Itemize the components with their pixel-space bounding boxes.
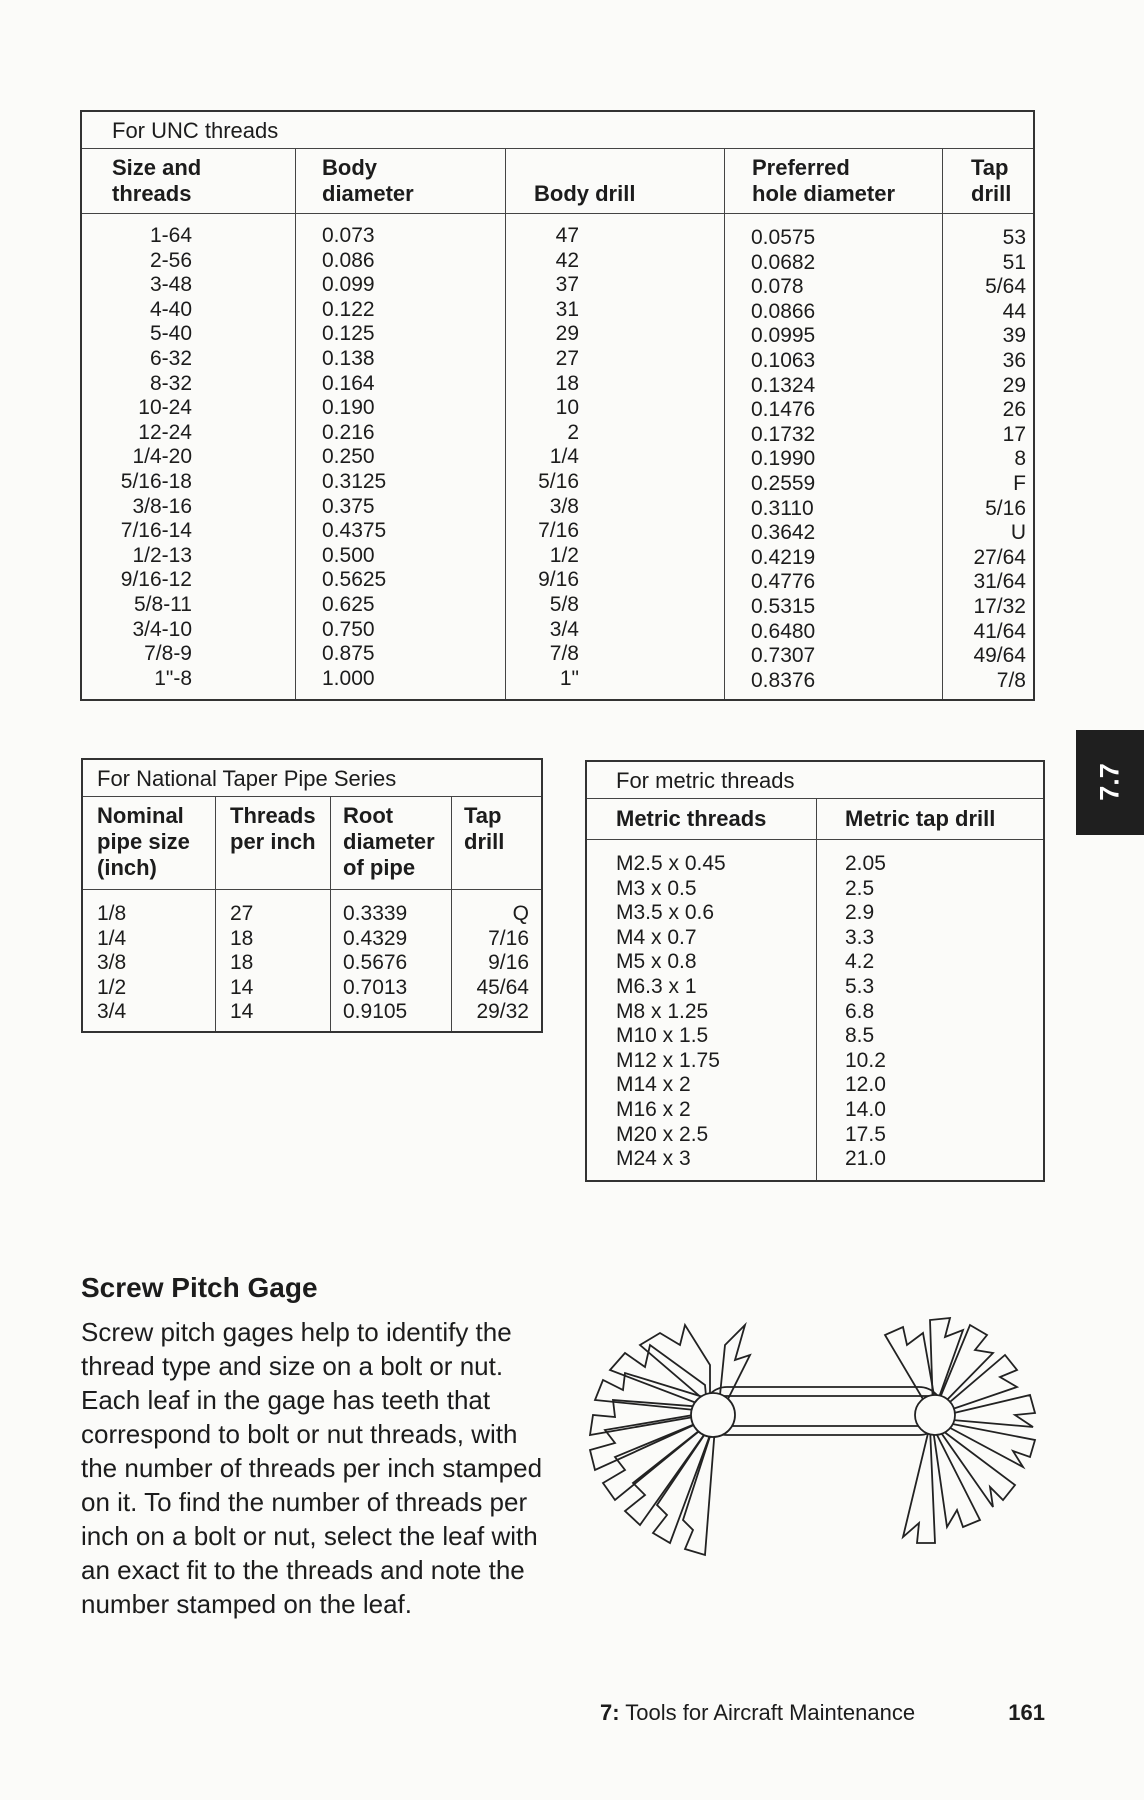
unc-cell: 0.1732 bbox=[751, 422, 816, 446]
metric-cell: 4.2 bbox=[845, 950, 875, 974]
page-number: 161 bbox=[1008, 1700, 1045, 1725]
pipe-cell: 0.9105 bbox=[343, 1000, 408, 1024]
unc-cell: 0.375 bbox=[322, 494, 375, 518]
metric-cell: M12 x 1.75 bbox=[616, 1048, 720, 1072]
metric-cell: M14 x 2 bbox=[616, 1073, 691, 1097]
unc-cell: 1/4 bbox=[549, 445, 579, 469]
pipe-col-threads: Threads per inch bbox=[216, 797, 331, 890]
unc-cell: 7/16-14 bbox=[120, 519, 192, 543]
page-footer bbox=[600, 1700, 1045, 1726]
unc-cell: 27 bbox=[555, 346, 579, 370]
metric-cell: M4 x 0.7 bbox=[616, 925, 697, 949]
unc-cell: 51 bbox=[1002, 250, 1026, 274]
unc-cell: 44 bbox=[1002, 299, 1026, 323]
unc-cell: 9/16 bbox=[538, 568, 579, 592]
unc-cell: 0.099 bbox=[322, 273, 375, 297]
unc-cell: 36 bbox=[1002, 348, 1026, 372]
unc-cell: 0.122 bbox=[322, 297, 375, 321]
unc-cell: 1/2 bbox=[549, 543, 579, 567]
pipe-threads-column bbox=[230, 902, 330, 1025]
unc-cell: 7/8 bbox=[996, 668, 1026, 692]
unc-cell: 1"-8 bbox=[154, 666, 192, 690]
unc-cell: 0.125 bbox=[322, 322, 375, 346]
unc-cell: 9/16-12 bbox=[120, 568, 192, 592]
gage-bar-inner bbox=[703, 1396, 943, 1426]
unc-cell: 41/64 bbox=[973, 619, 1026, 643]
pipe-cell: 9/16 bbox=[488, 951, 529, 975]
metric-cell: M16 x 2 bbox=[616, 1097, 691, 1121]
metric-cell: 2.05 bbox=[845, 852, 886, 875]
metric-cell: 2.9 bbox=[845, 901, 875, 925]
metric-col-threads: Metric threads bbox=[586, 799, 817, 840]
metric-cell: M6.3 x 1 bbox=[616, 974, 697, 998]
metric-cell: M3 x 0.5 bbox=[616, 876, 697, 900]
unc-cell: 3/4-10 bbox=[132, 617, 192, 641]
unc-cell: U bbox=[1010, 521, 1026, 545]
left-leaf-fan bbox=[590, 1325, 750, 1555]
screw-pitch-gage-illustration bbox=[585, 1315, 1055, 1560]
metric-cell: M20 x 2.5 bbox=[616, 1122, 709, 1146]
unc-col-drill: Body drill bbox=[506, 149, 725, 214]
unc-pref-column bbox=[751, 226, 942, 693]
unc-cell: 6-32 bbox=[149, 346, 192, 370]
unc-cell: 5/8-11 bbox=[134, 592, 192, 616]
unc-cell: 7/16 bbox=[538, 519, 579, 543]
metric-cell: M8 x 1.25 bbox=[616, 999, 709, 1023]
section-title: Screw Pitch Gage bbox=[81, 1272, 318, 1303]
pipe-cell: 14 bbox=[230, 975, 254, 999]
pipe-cell: 45/64 bbox=[476, 975, 529, 999]
unc-cell: 5-40 bbox=[149, 322, 192, 346]
pipe-cell: 14 bbox=[230, 1000, 254, 1024]
unc-cell: 2 bbox=[567, 420, 579, 444]
pipe-cell: Q bbox=[512, 902, 529, 925]
unc-cell: 0.3110 bbox=[751, 496, 814, 520]
chapter-side-tab: 7.7 bbox=[1076, 730, 1144, 835]
metric-cell: M5 x 0.8 bbox=[616, 950, 697, 974]
pipe-cell: 0.3339 bbox=[343, 902, 408, 925]
unc-cell: 29 bbox=[1002, 373, 1026, 397]
gage-bar bbox=[703, 1387, 943, 1435]
left-pivot bbox=[691, 1393, 735, 1437]
unc-cell: 3/8 bbox=[549, 494, 579, 518]
unc-cell: 0.750 bbox=[322, 617, 375, 641]
unc-col-size: Size and threads bbox=[81, 149, 296, 214]
unc-size-column bbox=[82, 224, 192, 691]
unc-cell: 0.7307 bbox=[751, 644, 816, 668]
unc-cell: 17 bbox=[1002, 422, 1026, 446]
metric-tap-column bbox=[845, 852, 1043, 1172]
unc-cell: 1.000 bbox=[322, 666, 375, 690]
unc-cell: 39 bbox=[1002, 324, 1026, 348]
metric-cell: M10 x 1.5 bbox=[616, 1024, 709, 1048]
unc-cell: 0.138 bbox=[322, 346, 375, 370]
pipe-root-column bbox=[343, 902, 451, 1025]
unc-cell: 0.3125 bbox=[322, 469, 387, 493]
unc-cell: 0.3642 bbox=[751, 521, 816, 545]
metric-cell: 6.8 bbox=[845, 999, 875, 1023]
unc-cell: 12-24 bbox=[138, 420, 192, 444]
pipe-series-table bbox=[81, 758, 543, 1033]
unc-cell: 0.8376 bbox=[751, 668, 816, 692]
metric-cell: 12.0 bbox=[845, 1073, 886, 1097]
unc-cell: 17/32 bbox=[973, 594, 1026, 618]
unc-cell: 29 bbox=[555, 322, 579, 346]
unc-cell: 1/2-13 bbox=[132, 543, 192, 567]
unc-cell: 0.875 bbox=[322, 642, 375, 666]
unc-cell: 0.0682 bbox=[751, 250, 816, 274]
unc-body-column bbox=[322, 224, 505, 691]
unc-cell: 5/8 bbox=[549, 592, 579, 616]
unc-cell: 1/4-20 bbox=[132, 445, 192, 469]
unc-cell: 0.1324 bbox=[751, 373, 816, 397]
unc-cell: 31/64 bbox=[973, 570, 1026, 594]
unc-cell: 4-40 bbox=[149, 297, 192, 321]
metric-cell: M3.5 x 0.6 bbox=[616, 901, 715, 925]
unc-cell: 47 bbox=[555, 224, 579, 247]
right-pivot bbox=[915, 1395, 955, 1435]
pipe-cell: 18 bbox=[230, 951, 254, 975]
unc-cell: 0.2559 bbox=[751, 471, 816, 495]
unc-cell: 0.1990 bbox=[751, 447, 816, 471]
pipe-col-nominal: Nominal pipe size (inch) bbox=[82, 797, 216, 890]
metric-cell: 3.3 bbox=[845, 925, 875, 949]
metric-cell: 14.0 bbox=[845, 1097, 886, 1121]
unc-cell: 49/64 bbox=[973, 644, 1026, 668]
right-leaf-fan bbox=[885, 1318, 1035, 1543]
unc-threads-table bbox=[80, 110, 1035, 701]
unc-drill-column bbox=[506, 224, 579, 691]
unc-cell: 5/16 bbox=[985, 496, 1026, 520]
unc-col-tap: Tap drill bbox=[943, 149, 1035, 214]
unc-cell: 0.0575 bbox=[751, 226, 816, 249]
pipe-cell: 0.5676 bbox=[343, 951, 408, 975]
pipe-cell: 3/4 bbox=[97, 1000, 127, 1024]
metric-cell: 2.5 bbox=[845, 876, 875, 900]
unc-cell: 0.625 bbox=[322, 592, 375, 616]
metric-table-title: For metric threads bbox=[586, 761, 1044, 799]
metric-cell: 17.5 bbox=[845, 1122, 886, 1146]
unc-cell: 31 bbox=[555, 297, 579, 321]
metric-threads-column bbox=[616, 852, 816, 1172]
unc-cell: 5/16-18 bbox=[120, 469, 192, 493]
unc-cell: 0.4776 bbox=[751, 570, 816, 594]
unc-cell: 0.0995 bbox=[751, 324, 816, 348]
pipe-col-tap: Tap drill bbox=[452, 797, 543, 890]
unc-cell: 27/64 bbox=[973, 545, 1026, 569]
metric-threads-table bbox=[585, 760, 1045, 1182]
unc-cell: 0.1476 bbox=[751, 398, 816, 422]
metric-cell: 21.0 bbox=[845, 1147, 886, 1171]
footer-chapter-title: Tools for Aircraft Maintenance bbox=[625, 1700, 916, 1725]
unc-cell: 37 bbox=[555, 273, 579, 297]
unc-cell: 0.086 bbox=[322, 248, 375, 272]
unc-cell: 0.0866 bbox=[751, 299, 816, 323]
unc-col-pref: Preferred hole diameter bbox=[725, 149, 943, 214]
unc-cell: 8 bbox=[1014, 447, 1026, 471]
unc-cell: 7/8 bbox=[549, 642, 579, 666]
unc-cell: 0.164 bbox=[322, 371, 375, 395]
unc-cell: 0.4375 bbox=[322, 519, 387, 543]
unc-cell: 0.216 bbox=[322, 420, 375, 444]
unc-cell: 10 bbox=[555, 396, 579, 420]
unc-col-body: Body diameter bbox=[296, 149, 506, 214]
unc-cell: 42 bbox=[555, 248, 579, 272]
unc-cell: 0.6480 bbox=[751, 619, 816, 643]
unc-cell: 1-64 bbox=[149, 224, 192, 247]
pipe-cell: 1/2 bbox=[97, 975, 127, 999]
unc-cell: 7/8-9 bbox=[144, 642, 192, 666]
unc-cell: 0.078 bbox=[751, 275, 804, 299]
pipe-col-root: Root diameter of pipe bbox=[331, 797, 452, 890]
metric-cell: 8.5 bbox=[845, 1024, 875, 1048]
unc-cell: F bbox=[1013, 471, 1026, 495]
pipe-nominal-column bbox=[97, 902, 215, 1025]
unc-cell: 18 bbox=[555, 371, 579, 395]
unc-cell: 5/16 bbox=[538, 469, 579, 493]
section-body: Screw pitch gages help to identify the thread type and size on a bolt or nut. Each leaf in the gage has teeth that correspond to bolt or nut threads, with the number of threads per inch stamped on it. To find the number of threads per inch on a bolt or nut, select the leaf with an exact fit to the threads and note the number stamped on the leaf. bbox=[81, 1317, 543, 1619]
pipe-cell: 1/4 bbox=[97, 926, 127, 950]
footer-chapter-number: 7: bbox=[600, 1700, 620, 1725]
pipe-cell: 29/32 bbox=[476, 1000, 529, 1024]
pipe-table-title: For National Taper Pipe Series bbox=[82, 759, 542, 797]
pipe-cell: 7/16 bbox=[488, 926, 529, 950]
unc-cell: 2-56 bbox=[149, 248, 192, 272]
pipe-cell: 18 bbox=[230, 926, 254, 950]
unc-cell: 0.500 bbox=[322, 543, 375, 567]
metric-col-tap: Metric tap drill bbox=[817, 799, 1045, 840]
pipe-cell: 0.7013 bbox=[343, 975, 408, 999]
unc-cell: 1" bbox=[559, 666, 579, 690]
unc-cell: 0.1063 bbox=[751, 348, 816, 372]
unc-tap-column bbox=[943, 226, 1026, 693]
unc-cell: 3/8-16 bbox=[132, 494, 192, 518]
unc-cell: 53 bbox=[1002, 226, 1026, 249]
metric-cell: 5.3 bbox=[845, 974, 875, 998]
unc-cell: 0.073 bbox=[322, 224, 375, 247]
metric-cell: 10.2 bbox=[845, 1048, 886, 1072]
metric-cell: M24 x 3 bbox=[616, 1147, 691, 1171]
unc-cell: 0.5315 bbox=[751, 594, 816, 618]
unc-cell: 0.5625 bbox=[322, 568, 387, 592]
pipe-tap-column bbox=[452, 902, 529, 1025]
unc-cell: 3-48 bbox=[149, 273, 192, 297]
pipe-cell: 1/8 bbox=[97, 902, 127, 925]
unc-cell: 0.250 bbox=[322, 445, 375, 469]
unc-cell: 5/64 bbox=[985, 275, 1026, 299]
unc-cell: 26 bbox=[1002, 398, 1026, 422]
metric-cell: M2.5 x 0.45 bbox=[616, 852, 726, 875]
unc-cell: 10-24 bbox=[138, 396, 192, 420]
unc-cell: 0.190 bbox=[322, 396, 375, 420]
pipe-cell: 27 bbox=[230, 902, 254, 925]
pipe-cell: 0.4329 bbox=[343, 926, 408, 950]
unc-cell: 0.4219 bbox=[751, 545, 816, 569]
unc-table-title: For UNC threads bbox=[81, 111, 1034, 149]
unc-cell: 8-32 bbox=[149, 371, 192, 395]
pipe-cell: 3/8 bbox=[97, 951, 127, 975]
unc-cell: 3/4 bbox=[549, 617, 579, 641]
